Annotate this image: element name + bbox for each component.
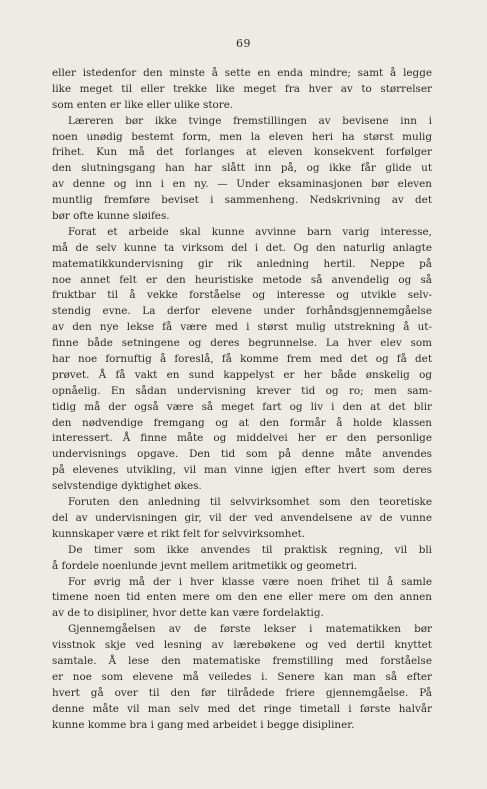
text-line: har noe fornuftig å foreslå, få komme frem med det og få det <box>52 353 432 366</box>
text-line: For øvrig må der i hver klasse være noen frihet til å samle <box>68 575 432 588</box>
text-line: noen unødig bestemt form, men la eleven heri ha størst mulig <box>52 130 432 143</box>
text-line: må de selv kunne ta virksom del i det. Og den naturlig anlagte <box>52 241 432 254</box>
text-line: Gjennemgåelsen av de første lekser i matematikken bør <box>68 623 432 636</box>
text-line: den nødvendige fremgang og at den formår å holde klassen <box>52 416 432 429</box>
text-line: selvstendige dyktighet økes. <box>52 480 202 493</box>
text-line: visstnok skje ved lesning av lærebøkene og ved dertil knyttet <box>52 639 432 652</box>
text-line: av den nye lekse få være med i størst mulig utstrekning å ut- <box>52 321 432 334</box>
text-line: Forat et arbeide skal kunne avvinne barn varig interesse, <box>68 225 432 238</box>
text-line: av denne og inn i en ny. — Under eksaminasjonen bør eleven <box>52 178 432 191</box>
text-line: timene noen tid enten mere om den ene eller mere om den annen <box>52 591 432 604</box>
text-line: noe annet felt er den heuristiske metode så anvendelig og så <box>52 273 432 286</box>
text-line: som enten er like eller ulike store. <box>52 98 234 111</box>
text-line: De timer som ikke anvendes til praktisk regning, vil bli <box>68 543 432 556</box>
text-line: del av undervisningen gir, vil der ved anvendelsene av de vunne <box>52 511 432 524</box>
text-line: kunne komme bra i gang med arbeidet i begge disipliner. <box>52 718 355 731</box>
text-line: å fordele noenlunde jevnt mellem aritmetikk og geometri. <box>52 559 358 572</box>
text-line: frihet. Kun må det forlanges at eleven konsekvent forfølger <box>52 146 432 159</box>
text-line: Læreren bør ikke tvinge fremstillingen av bevisene inn i <box>68 114 432 127</box>
text-line: interessert. Å finne måte og middelvei her er den personlige <box>52 432 432 445</box>
text-line: samtale. Å lese den matematiske fremstilling med forståelse <box>52 654 432 667</box>
text-line: eller istedenfor den minste å sette en enda mindre; samt å legge <box>52 67 432 79</box>
text-line: den slutningsgang han har slått inn på, og ikke får glide ut <box>52 162 432 175</box>
text-line: kunnskaper være et rikt felt for selvvirksomhet. <box>52 527 306 540</box>
text-line: opnåelig. En sådan undervisning krever tid og ro; men sam- <box>52 384 432 397</box>
text-line: stendig evne. La derfor elevene under forhåndsgjennemgåelse <box>52 305 432 318</box>
text-line: like meget til eller trekke like meget fra hver av to størrelser <box>52 82 432 95</box>
text-line: tidig må der også være så meget fart og liv i den at det blir <box>52 400 432 413</box>
text-line: av de to disipliner, hvor dette kan være fordelaktig. <box>52 607 324 620</box>
page-number: 69 <box>236 37 251 50</box>
text-line: hvert gå over til den før tilrådede friere gjennemgåelse. På <box>52 686 432 699</box>
text-line: Foruten den anledning til selvvirksomhet som den teoretiske <box>68 496 432 509</box>
text-line: finne både setningene og deres begrunnelse. La hver elev som <box>52 337 432 350</box>
text-line: bør ofte kunne sløifes. <box>52 210 170 223</box>
text-line: er noe som elevene må veiledes i. Senere kan man så efter <box>52 670 432 683</box>
text-line: denne måte vil man selv med det ringe timetall i første halvår <box>52 702 432 715</box>
text-line: fruktbar til å vekke forståelse og interesse og utvikle selv- <box>52 289 432 302</box>
text-line: prøvet. Å få vakt en sund kappelyst er her både ønskelig og <box>52 368 432 381</box>
text-line: matematikkundervisning gir rik anledning hertil. Neppe på <box>52 257 432 270</box>
text-line: undervisnings opgave. Den tid som på denne måte anvendes <box>52 448 432 461</box>
text-line: på elevenes utvikling, vil man vinne igjen efter hvert som deres <box>52 464 432 477</box>
text-line: muntlig fremføre beviset i sammenheng. Nedskrivning av det <box>52 194 432 207</box>
body-text <box>52 66 432 733</box>
